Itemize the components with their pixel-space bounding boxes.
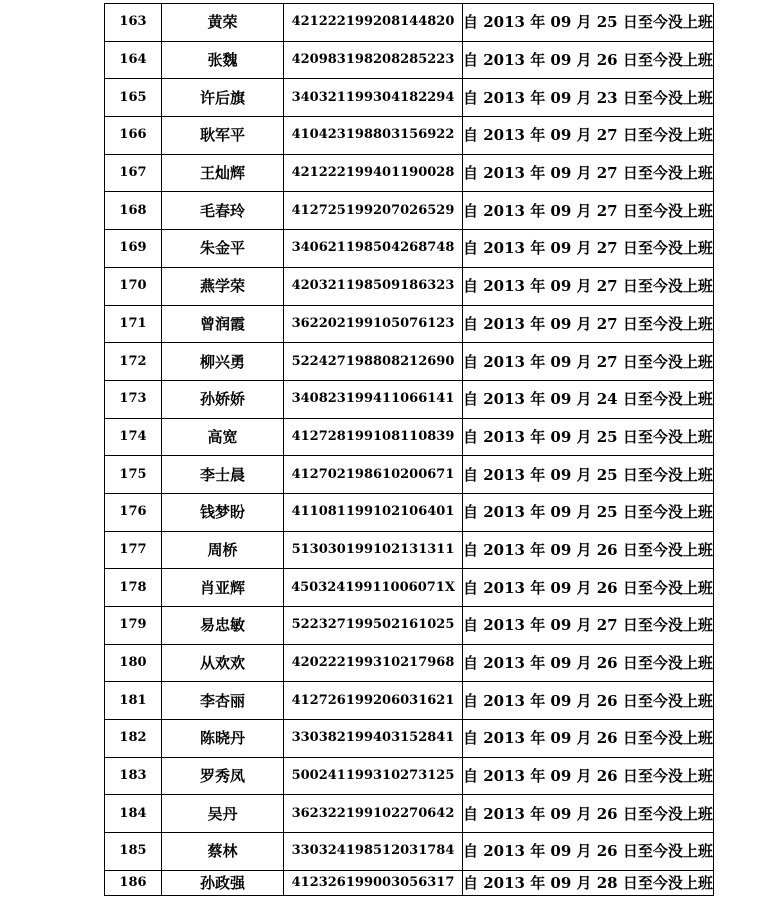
id-number-cell: 412728199108110839 — [284, 418, 463, 456]
absence-status-cell: 自 2013 年 09 月 26 日至今没上班 — [463, 644, 714, 682]
table-row — [105, 456, 714, 494]
name-cell: 张魏 — [162, 41, 284, 79]
absence-status-cell: 自 2013 年 09 月 25 日至今没上班 — [463, 418, 714, 456]
row-number-cell: 185 — [105, 833, 162, 871]
table-row — [105, 870, 714, 895]
absence-status-cell: 自 2013 年 09 月 26 日至今没上班 — [463, 682, 714, 720]
row-number-cell: 165 — [105, 79, 162, 117]
table-row — [105, 41, 714, 79]
absence-status-cell: 自 2013 年 09 月 26 日至今没上班 — [463, 757, 714, 795]
row-number-cell: 183 — [105, 757, 162, 795]
name-cell: 钱梦盼 — [162, 493, 284, 531]
id-number-cell: 330324198512031784 — [284, 833, 463, 871]
id-number-cell: 500241199310273125 — [284, 757, 463, 795]
table-row — [105, 343, 714, 381]
table-row — [105, 305, 714, 343]
row-number-cell: 173 — [105, 380, 162, 418]
name-cell: 蔡林 — [162, 833, 284, 871]
name-cell: 李士晨 — [162, 456, 284, 494]
table-row — [105, 117, 714, 155]
table-row — [105, 79, 714, 117]
name-cell: 周桥 — [162, 531, 284, 569]
name-cell: 燕学荣 — [162, 267, 284, 305]
table-row — [105, 607, 714, 645]
name-cell: 肖亚辉 — [162, 569, 284, 607]
absence-status-cell: 自 2013 年 09 月 27 日至今没上班 — [463, 607, 714, 645]
id-number-cell: 421222199401190028 — [284, 154, 463, 192]
id-number-cell: 421222199208144820 — [284, 4, 463, 42]
table-row — [105, 267, 714, 305]
absence-status-cell: 自 2013 年 09 月 26 日至今没上班 — [463, 795, 714, 833]
row-number-cell: 172 — [105, 343, 162, 381]
name-cell: 高宽 — [162, 418, 284, 456]
absence-status-cell: 自 2013 年 09 月 25 日至今没上班 — [463, 456, 714, 494]
absence-status-cell: 自 2013 年 09 月 25 日至今没上班 — [463, 4, 714, 42]
absence-status-cell: 自 2013 年 09 月 26 日至今没上班 — [463, 41, 714, 79]
row-number-cell: 171 — [105, 305, 162, 343]
table-row — [105, 380, 714, 418]
row-number-cell: 163 — [105, 4, 162, 42]
table-row — [105, 531, 714, 569]
table-row — [105, 833, 714, 871]
row-number-cell: 168 — [105, 192, 162, 230]
id-number-cell: 362202199105076123 — [284, 305, 463, 343]
row-number-cell: 166 — [105, 117, 162, 155]
absence-status-cell: 自 2013 年 09 月 27 日至今没上班 — [463, 192, 714, 230]
table-row — [105, 795, 714, 833]
id-number-cell: 45032419911006071X — [284, 569, 463, 607]
row-number-cell: 167 — [105, 154, 162, 192]
id-number-cell: 420222199310217968 — [284, 644, 463, 682]
id-number-cell: 412326199003056317 — [284, 870, 463, 895]
name-cell: 吴丹 — [162, 795, 284, 833]
name-cell: 毛春玲 — [162, 192, 284, 230]
row-number-cell: 170 — [105, 267, 162, 305]
row-number-cell: 186 — [105, 870, 162, 895]
absence-status-cell: 自 2013 年 09 月 27 日至今没上班 — [463, 267, 714, 305]
id-number-cell: 411081199102106401 — [284, 493, 463, 531]
absence-status-cell: 自 2013 年 09 月 27 日至今没上班 — [463, 343, 714, 381]
id-number-cell: 362322199102270642 — [284, 795, 463, 833]
row-number-cell: 177 — [105, 531, 162, 569]
name-cell: 罗秀凤 — [162, 757, 284, 795]
id-number-cell: 420983198208285223 — [284, 41, 463, 79]
table-row — [105, 192, 714, 230]
absence-status-cell: 自 2013 年 09 月 28 日至今没上班 — [463, 870, 714, 895]
name-cell: 孙娇娇 — [162, 380, 284, 418]
row-number-cell: 178 — [105, 569, 162, 607]
name-cell: 孙政强 — [162, 870, 284, 895]
table-row — [105, 757, 714, 795]
id-number-cell: 412725199207026529 — [284, 192, 463, 230]
employee-absence-table — [104, 3, 714, 896]
row-number-cell: 179 — [105, 607, 162, 645]
table-body — [105, 4, 714, 896]
absence-status-cell: 自 2013 年 09 月 25 日至今没上班 — [463, 493, 714, 531]
table-row — [105, 418, 714, 456]
row-number-cell: 176 — [105, 493, 162, 531]
absence-status-cell: 自 2013 年 09 月 26 日至今没上班 — [463, 833, 714, 871]
table-row — [105, 230, 714, 268]
row-number-cell: 182 — [105, 720, 162, 758]
absence-status-cell: 自 2013 年 09 月 27 日至今没上班 — [463, 117, 714, 155]
name-cell: 黄荣 — [162, 4, 284, 42]
name-cell: 陈晓丹 — [162, 720, 284, 758]
absence-status-cell: 自 2013 年 09 月 27 日至今没上班 — [463, 154, 714, 192]
id-number-cell: 340321199304182294 — [284, 79, 463, 117]
row-number-cell: 174 — [105, 418, 162, 456]
name-cell: 柳兴勇 — [162, 343, 284, 381]
row-number-cell: 175 — [105, 456, 162, 494]
table-row — [105, 720, 714, 758]
row-number-cell: 169 — [105, 230, 162, 268]
id-number-cell: 330382199403152841 — [284, 720, 463, 758]
absence-status-cell: 自 2013 年 09 月 24 日至今没上班 — [463, 380, 714, 418]
absence-status-cell: 自 2013 年 09 月 27 日至今没上班 — [463, 305, 714, 343]
absence-status-cell: 自 2013 年 09 月 26 日至今没上班 — [463, 531, 714, 569]
row-number-cell: 181 — [105, 682, 162, 720]
row-number-cell: 184 — [105, 795, 162, 833]
name-cell: 易忠敏 — [162, 607, 284, 645]
id-number-cell: 412702198610200671 — [284, 456, 463, 494]
row-number-cell: 164 — [105, 41, 162, 79]
name-cell: 曾润霞 — [162, 305, 284, 343]
absence-status-cell: 自 2013 年 09 月 23 日至今没上班 — [463, 79, 714, 117]
id-number-cell: 410423198803156922 — [284, 117, 463, 155]
table-row — [105, 154, 714, 192]
name-cell: 耿军平 — [162, 117, 284, 155]
table-row — [105, 493, 714, 531]
name-cell: 许后旗 — [162, 79, 284, 117]
name-cell: 李杏丽 — [162, 682, 284, 720]
table-row — [105, 569, 714, 607]
row-number-cell: 180 — [105, 644, 162, 682]
id-number-cell: 522327199502161025 — [284, 607, 463, 645]
id-number-cell: 412726199206031621 — [284, 682, 463, 720]
id-number-cell: 420321198509186323 — [284, 267, 463, 305]
absence-status-cell: 自 2013 年 09 月 26 日至今没上班 — [463, 569, 714, 607]
table-row — [105, 682, 714, 720]
id-number-cell: 340823199411066141 — [284, 380, 463, 418]
table-row — [105, 644, 714, 682]
id-number-cell: 522427198808212690 — [284, 343, 463, 381]
absence-status-cell: 自 2013 年 09 月 26 日至今没上班 — [463, 720, 714, 758]
id-number-cell: 340621198504268748 — [284, 230, 463, 268]
name-cell: 王灿辉 — [162, 154, 284, 192]
name-cell: 朱金平 — [162, 230, 284, 268]
name-cell: 从欢欢 — [162, 644, 284, 682]
id-number-cell: 513030199102131311 — [284, 531, 463, 569]
absence-status-cell: 自 2013 年 09 月 27 日至今没上班 — [463, 230, 714, 268]
table-row — [105, 4, 714, 42]
